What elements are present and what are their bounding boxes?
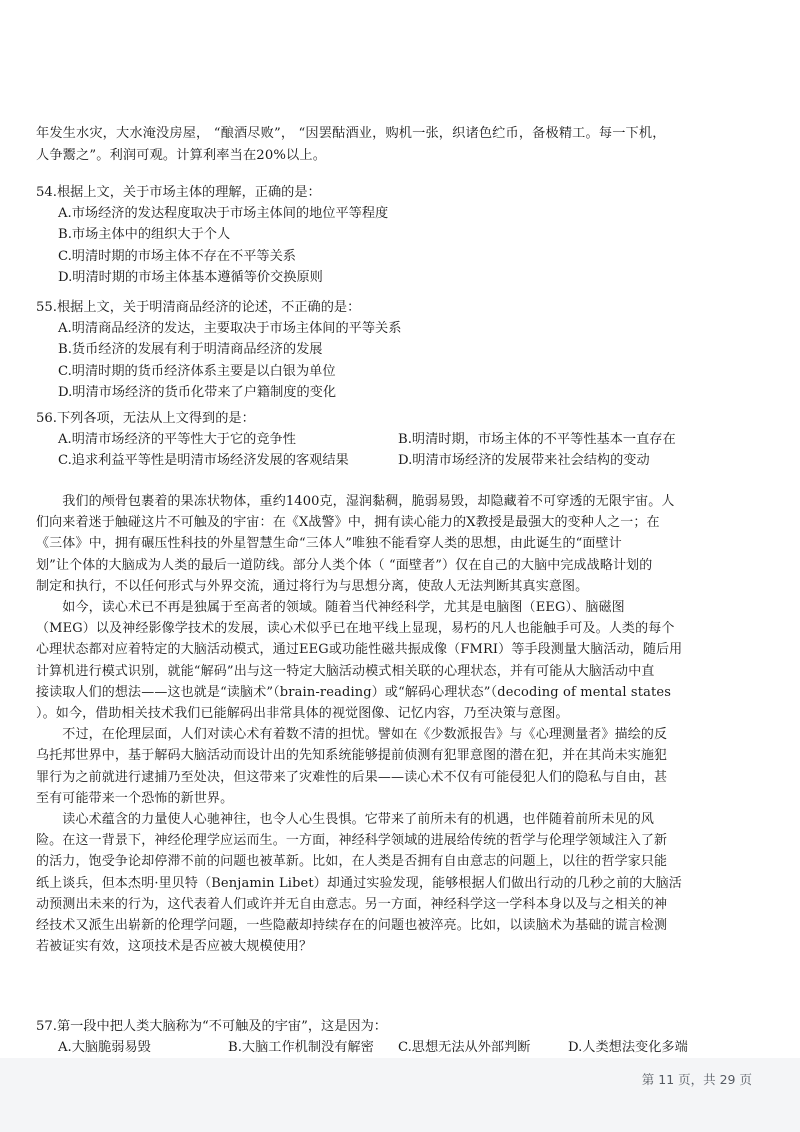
text-line: （MEG）以及神经影像学技术的发展，读心术似乎已在地平线上显现，易朽的凡人也能触手可及。人类的每个 — [36, 621, 675, 637]
question-56 — [36, 408, 776, 472]
page-number: 第 11 页，共 29 页 — [641, 1072, 752, 1087]
option-b: B.市场主体中的组织大于个人 — [58, 227, 231, 243]
text-line: 乌托邦世界中，基于解码大脑活动而设计出的先知系统能够提前侦测有犯罪意图的潜在犯，并在其尚未实施犯 — [36, 748, 668, 764]
text-line: 至有可能带来一个恐怖的新世界。 — [36, 790, 234, 806]
option-b: B.货币经济的发展有利于明清商品经济的发展 — [58, 342, 323, 358]
option-d: D.明清市场经济的货币化带来了户籍制度的变化 — [58, 384, 337, 400]
text-line: 划”让个体的大脑成为人类的最后一道防线。部分人类个体（ “面壁者”）仅在自己的大脑中完成战略计划的 — [36, 557, 653, 573]
question-55 — [36, 297, 401, 403]
question-57 — [36, 1016, 688, 1058]
text-line: 制定和执行，不以任何形式与外界交流，通过将行为与思想分离，使敌人无法判断其真实意图。 — [36, 578, 589, 594]
option-d: D.明清市场经济的发展带来社会结构的变动 — [398, 453, 650, 469]
question-stem: 57.第一段中把人类大脑称为“不可触及的宇宙”，这是因为： — [36, 1019, 387, 1034]
option-d: D.明清时期的市场主体基本遵循等价交换原则 — [58, 269, 323, 285]
option-c: C.思想无法从外部判断 — [398, 1040, 531, 1056]
option-c: C.追求利益平等性是明清市场经济发展的客观结果 — [58, 453, 349, 469]
text-line: 计算机进行模式识别，就能“解码”出与这一特定大脑活动模式相关联的心理状态，并有可能从大脑活动中直 — [36, 663, 655, 679]
intro-paragraph — [36, 123, 766, 166]
option-a: A.市场经济的发达程度取决于市场主体间的地位平等程度 — [58, 206, 389, 222]
text-line: 心理状态都对应着特定的大脑活动模式，通过EEG或功能性磁共振成像（FMRI）等手段测量大脑活动，随后用 — [36, 642, 683, 658]
option-b: B.明清时期，市场主体的不平等性基本一直存在 — [398, 432, 676, 448]
text-line: 读心术蕴含的力量使人心驰神往，也令人心生畏惧。它带来了前所未有的机遇，也伴随着前所未见的风 — [36, 812, 655, 828]
option-row — [36, 1037, 688, 1058]
question-stem: 54.根据上文，关于市场主体的理解，正确的是： — [36, 185, 321, 200]
option-d: D.人类想法变化多端 — [568, 1040, 688, 1056]
text-line: ）。如今，借助相关技术我们已能解码出非常具体的视觉图像、记忆内容，乃至决策与意图。 — [36, 706, 569, 722]
text-line: 们向来着迷于触碰这片不可触及的宇宙：在《X战警》中，拥有读心能力的X教授是最强大的变种人之一；在 — [36, 515, 660, 531]
option-a: A.明清商品经济的发达，主要取决于市场主体间的平等关系 — [58, 321, 402, 337]
question-stem: 55.根据上文，关于明清商品经济的论述，不正确的是： — [36, 300, 361, 315]
reading-passage — [36, 491, 766, 957]
option-c: C.明清时期的市场主体不存在不平等关系 — [58, 248, 296, 264]
option-c: C.明清时期的货币经济体系主要是以白银为单位 — [58, 363, 336, 379]
text-line: 如今，读心术已不再是独属于至高者的领域。随着当代神经科学，尤其是电脑图（EEG）、脑磁图 — [36, 600, 625, 616]
text-line: 纸上谈兵，但本杰明·里贝特（Benjamin Libet）却通过实验发现，能够根据人们做出行动的几秒之前的大脑活 — [36, 875, 682, 891]
text-line: 若被证实有效，这项技术是否应被大规模使用？ — [36, 939, 313, 955]
text-line: 人争鬻之”。利润可观。计算利率当在20%以上。 — [36, 147, 327, 163]
text-line: 动预测出未来的行为，这代表着人们或许并无自由意志。另一方面，神经科学这一学科本身以及与之相关的神 — [36, 896, 668, 912]
text-line: 年发生水灾，大水淹没房屋， “酿酒尽败”， “因罢酤酒业，购机一张，织诸色纻币，备极精工。每一下机， — [36, 126, 666, 141]
option-row — [36, 450, 776, 471]
option-row — [36, 429, 776, 450]
text-line: 的活力，饱受争论却停滞不前的问题也被革新。比如，在人类是否拥有自由意志的问题上，以往的哲学家只能 — [36, 854, 668, 870]
option-a: A.明清市场经济的平等性大于它的竞争性 — [58, 432, 296, 448]
text-line: 经技术又派生出崭新的伦理学问题，一些隐蔽却持续存在的问题也被淬亮。比如，以读脑术为基础的谎言检测 — [36, 918, 668, 934]
page-footer — [0, 1058, 800, 1132]
question-stem: 56.下列各项，无法从上文得到的是： — [36, 411, 255, 426]
option-b: B.大脑工作机制没有解密 — [228, 1040, 374, 1056]
text-line: 《三体》中，拥有碾压性科技的外星智慧生命“三体人”唯独不能看穿人类的思想，由此诞生的“面壁计 — [36, 536, 622, 552]
text-line: 险。在这一背景下，神经伦理学应运而生。一方面，神经科学领域的进展给传统的哲学与伦理学领域注入了新 — [36, 833, 668, 849]
text-line: 接读取人们的想法——这也就是“读脑术”（brain-reading）或“解码心理状态”（decoding of mental states — [36, 684, 672, 700]
text-line: 我们的颅骨包裹着的果冻状物体，重约1400克，湿润黏稠，脆弱易毁，却隐藏着不可穿透的无限宇宙。人 — [36, 494, 675, 509]
text-line: 罪行为之前就进行逮捕乃至处决，但这带来了灾难性的后果——读心术不仅有可能侵犯人们的隐私与自由，甚 — [36, 769, 668, 785]
option-a: A.大脑脆弱易毁 — [58, 1040, 151, 1056]
question-54 — [36, 182, 388, 288]
text-line: 不过，在伦理层面，人们对读心术有着数不清的担忧。譬如在《少数派报告》与《心理测量者》描绘的反 — [36, 727, 668, 743]
